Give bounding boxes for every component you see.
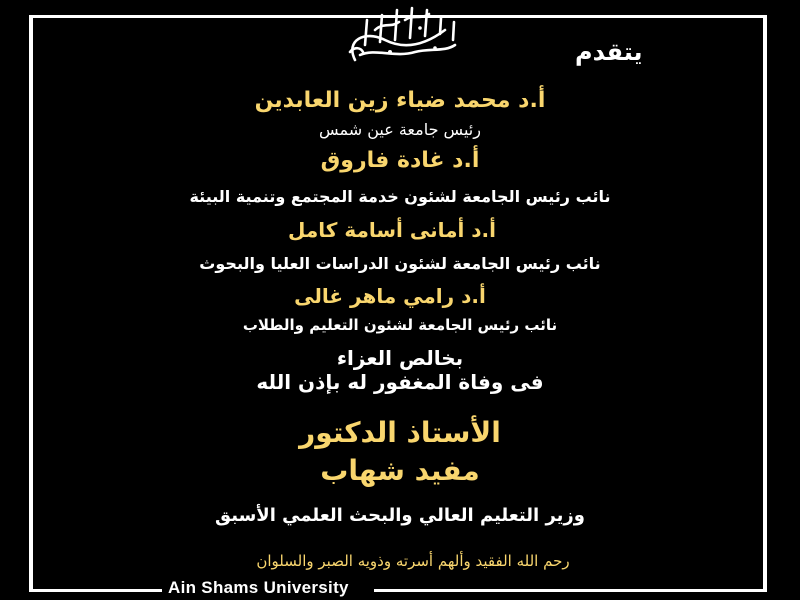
- official-name-3: أ.د أمانى أسامة كامل: [287, 218, 497, 242]
- condolence-line-2: فى وفاة المغفور له بإذن الله: [256, 370, 544, 394]
- deceased-title: وزير التعليم العالي والبحث العلمي الأسبق: [215, 505, 585, 526]
- official-name-4: أ.د رامي ماهر غالى: [294, 284, 486, 308]
- deceased-honorific: الأستاذ الدكتور: [299, 416, 501, 449]
- footer-brand-text: Ain Shams University: [168, 578, 349, 597]
- official-name-2: أ.د غادة فاروق: [320, 148, 480, 173]
- deceased-name: مفيد شهاب: [320, 454, 480, 487]
- official-name-1: أ.د محمد ضياء زين العابدين: [254, 88, 546, 113]
- official-title-1: رئيس جامعة عين شمس: [319, 120, 481, 139]
- calligraphy-emblem-icon: [335, 0, 465, 66]
- condolence-line-1: بخالص العزاء: [336, 346, 464, 370]
- presenter-heading: يتقدم: [575, 38, 643, 66]
- official-title-2: نائب رئيس الجامعة لشئون خدمة المجتمع وتنمية البيئة: [189, 187, 611, 206]
- official-title-4: نائب رئيس الجامعة لشئون التعليم والطلاب: [242, 316, 558, 334]
- closing-prayer: رحم الله الفقيد وألهم أسرته وذويه الصبر والسلوان: [256, 552, 570, 570]
- official-title-3: نائب رئيس الجامعة لشئون الدراسات العليا والبحوث: [199, 254, 601, 273]
